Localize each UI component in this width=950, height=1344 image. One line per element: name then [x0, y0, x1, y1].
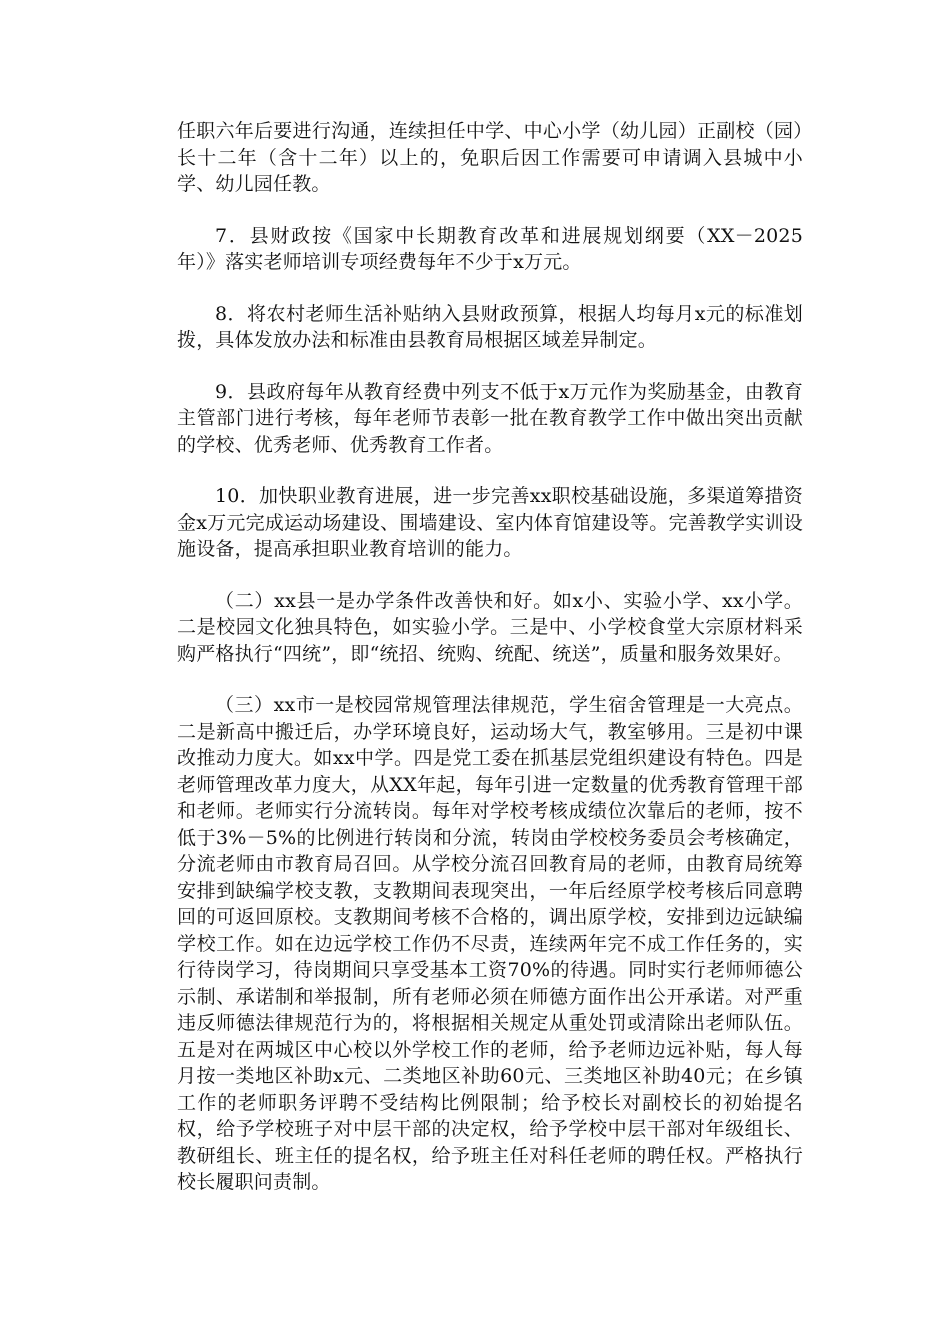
- paragraph-continuation: 任职六年后要进行沟通，连续担任中学、中心小学（幼儿园）正副校（园）长十二年（含十二年）以上的，免职后因工作需要可申请调入县城中小学、幼儿园任教。: [177, 120, 803, 195]
- paragraph-item-9: 9．县政府每年从教育经费中列支不低于x万元作为奖励基金，由教育主管部门进行考核，每年老师节表彰一批在教育教学工作中做出突出贡献的学校、优秀老师、优秀教育工作者。: [177, 380, 803, 456]
- document-body: [177, 118, 803, 1221]
- paragraph-section-3: （三）xx市一是校园常规管理法律规范，学生宿舍管理是一大亮点。二是新高中搬迁后，办学环境良好，运动场大气，教室够用。三是初中课改推动力度大。如xx中学。四是党工委在抓基层党组织建设有特色。四是老师管理改革力度大，从XX年起，每年引进一定数量的优秀教育管理干部和老师。老师实行分流转岗。每年对学校考核成绩位次靠后的老师，按不低于3%－5%的比例进行转岗和分流，转岗由学校校务委员会考核确定，分流老师由市教育局召回。从学校分流召回教育局的老师，由教育局统筹安排到缺编学校支教，支教期间表现突出，一年后经原学校考核后同意聘回的可返回原校。支教期间考核不合格的，调出原学校，安排到边远缺编学校工作。如在边远学校工作仍不尽责，连续两年完不成工作任务的，实行待岗学习，待岗期间只享受基本工资70%的待遇。同时实行老师师德公示制、承诺制和举报制，所有老师必须在师德方面作出公开承诺。对严重违反师德法律规范行为的，将根据相关规定从重处罚或清除出老师队伍。五是对在两城区中心校以外学校工作的老师，给予老师边远补贴，每人每月按一类地区补助x元、二类地区补助60元、三类地区补助40元；在乡镇工作的老师职务评聘不受结构比例限制；给予校长对副校长的初始提名权，给予学校班子对中层干部的决定权，给予学校中层干部对年级组长、教研组长、班主任的提名权，给予班主任对科任老师的聘任权。严格执行校长履职问责制。: [177, 694, 803, 1193]
- paragraph-item-10: 10．加快职业教育进展，进一步完善xx职校基础设施，多渠道筹措资金x万元完成运动场建设、围墙建设、室内体育馆建设等。完善教学实训设施设备，提高承担职业教育培训的能力。: [177, 485, 803, 560]
- paragraph-item-7: 7．县财政按《国家中长期教育改革和进展规划纲要（XX－2025年）》落实老师培训专项经费每年不少于x万元。: [177, 224, 803, 273]
- paragraph-item-8: 8．将农村老师生活补贴纳入县财政预算，根据人均每月x元的标准划拨，具体发放办法和标准由县教育局根据区域差异制定。: [177, 302, 803, 351]
- paragraph-section-2: （二）xx县一是办学条件改善快和好。如x小、实验小学、xx小学。二是校园文化独具特色，如实验小学。三是中、小学校食堂大宗原材料采购严格执行“四统”，即“统招、统购、统配、统送”，质量和服务效果好。: [177, 589, 803, 665]
